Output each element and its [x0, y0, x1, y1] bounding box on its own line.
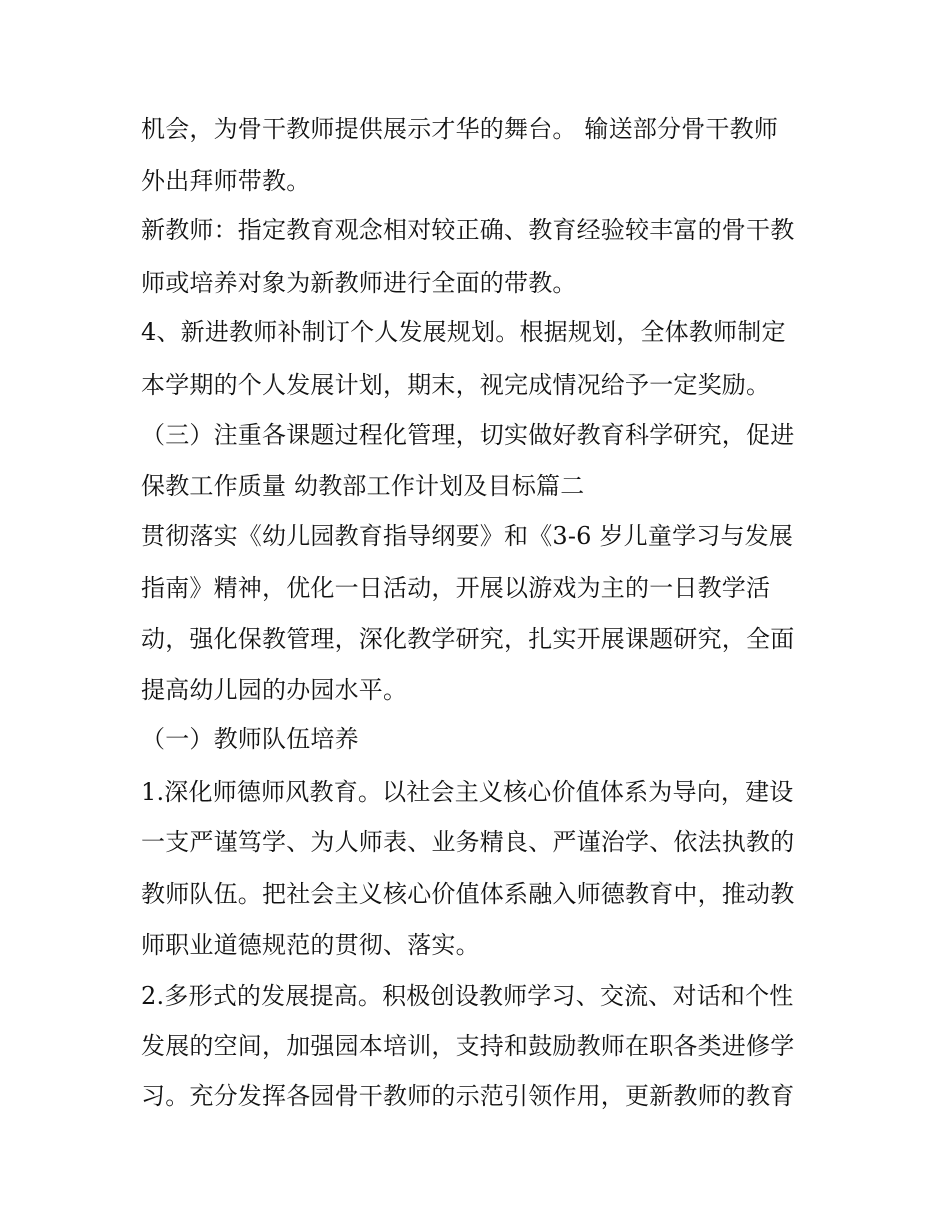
text-line: 4、新进教师补制订个人发展规划。根据规划，全体教师制定	[141, 318, 786, 346]
text-line: 动，强化保教管理，深化教学研究，扎实开展课题研究，全面	[141, 625, 795, 653]
text-line: 本学期的个人发展计划，期末，视完成情况给予一定奖励。	[141, 371, 771, 399]
text-line: 机会，为骨干教师提供展示才华的舞台。 输送部分骨干教师	[141, 115, 779, 143]
text-line: 教师队伍。把社会主义核心价值体系融入师德教育中，推动教	[141, 880, 795, 908]
text-line: 发展的空间，加强园本培训，支持和鼓励教师在职各类进修学	[141, 1032, 795, 1060]
text-line: 师职业道德规范的贯彻、落实。	[141, 931, 480, 959]
text-line: 师或培养对象为新教师进行全面的带教。	[141, 269, 577, 297]
text-line: 提高幼儿园的办园水平。	[141, 676, 408, 704]
section-heading: 保教工作质量 幼教部工作计划及目标篇二	[141, 472, 585, 500]
text-line: 贯彻落实《幼儿园教育指导纲要》和《3-6 岁儿童学习与发展	[141, 522, 794, 550]
text-line: 1.深化师德师风教育。以社会主义核心价值体系为导向，建设	[141, 778, 794, 806]
text-line: 2.多形式的发展提高。积极创设教师学习、交流、对话和个性	[141, 982, 794, 1010]
section-heading: （一）教师队伍培养	[141, 725, 359, 753]
text-line: 指南》精神，优化一日活动，开展以游戏为主的一日教学活	[141, 574, 771, 602]
text-line: 习。充分发挥各园骨干教师的示范引领作用，更新教师的教育	[141, 1082, 795, 1110]
text-line: 新教师：指定教育观念相对较正确、教育经验较丰富的骨干教	[141, 216, 795, 244]
text-line: 外出拜师带教。	[141, 167, 311, 195]
text-line: 一支严谨笃学、为人师表、业务精良、严谨治学、依法执教的	[141, 828, 795, 856]
section-heading: （三）注重各课题过程化管理，切实做好教育科学研究，促进	[141, 421, 795, 449]
